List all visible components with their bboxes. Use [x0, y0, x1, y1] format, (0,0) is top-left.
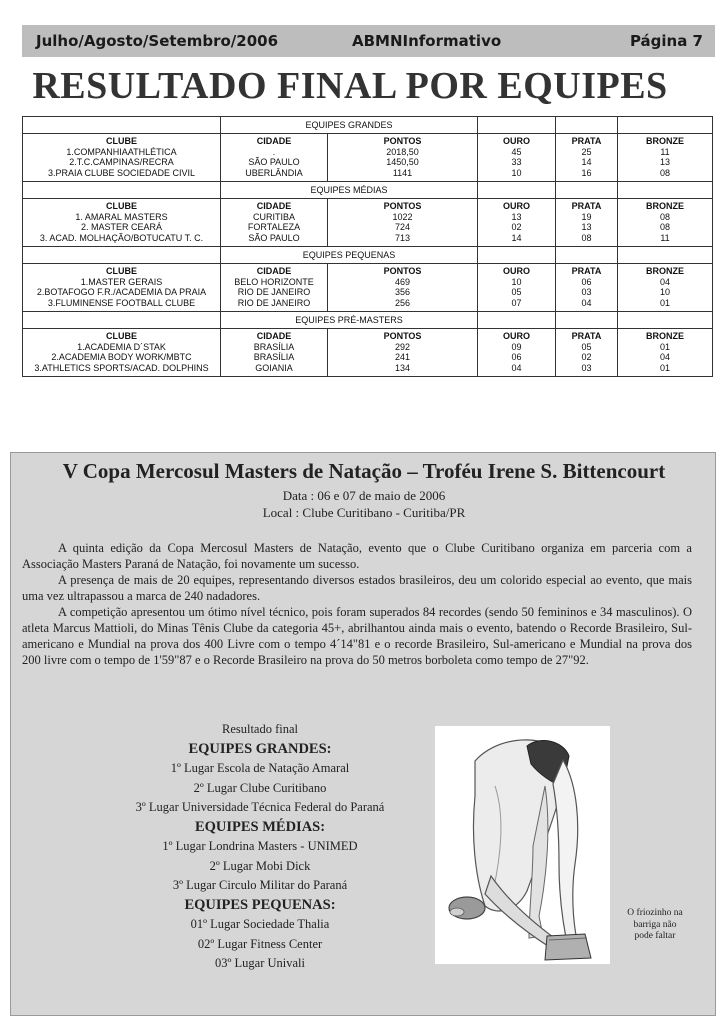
silver-cell — [556, 264, 618, 312]
team-results-table — [22, 116, 713, 377]
city-value: BRASÍLIA — [253, 341, 295, 352]
points-cell — [328, 199, 478, 247]
points-header: PONTOS — [383, 266, 422, 276]
copa-date: Data : 06 e 07 de maio de 2006 — [282, 488, 446, 503]
bronze-value: 08 — [659, 211, 670, 222]
gold-value: 45 — [511, 146, 522, 157]
city-value: SÃO PAULO — [248, 157, 300, 167]
club-value: 1.MASTER GERAIS — [80, 276, 163, 287]
club-value: 1.COMPANHIAATHLÉTICA — [66, 146, 177, 157]
silver-value: 05 — [581, 341, 592, 352]
silver-value: 06 — [581, 276, 592, 287]
points-header: PONTOS — [383, 201, 422, 211]
group-data-row — [23, 199, 713, 247]
empty-cell — [618, 117, 713, 134]
bronze-value: 01 — [659, 297, 670, 308]
empty-cell — [556, 312, 618, 329]
silver-value: 04 — [581, 297, 592, 308]
silver-header: PRATA — [571, 136, 602, 146]
silver-value: 08 — [581, 232, 592, 243]
gold-cell — [478, 329, 556, 377]
silver-cell — [556, 134, 618, 182]
gold-value: 13 — [511, 211, 522, 222]
copa-title: V Copa Mercosul Masters de Natação – Troféu Irene S. Bittencourt — [62, 459, 666, 483]
points-value: 2018,50 — [386, 146, 419, 157]
city-value: UBERLÂNDIA — [245, 167, 303, 178]
club-value: 3.FLUMINENSE FOOTBALL CLUBE — [47, 297, 196, 308]
city-value: BELO HORIZONTE — [234, 276, 314, 287]
empty-cell — [556, 247, 618, 264]
points-cell — [328, 264, 478, 312]
club-header: CLUBE — [106, 201, 137, 211]
gold-header: OURO — [503, 266, 530, 276]
club-cell — [23, 199, 221, 247]
category-heading: EQUIPES MÉDIAS: — [194, 818, 326, 835]
gold-value: 07 — [511, 297, 522, 308]
city-cell — [221, 329, 328, 377]
club-cell — [23, 329, 221, 377]
silver-header: PRATA — [571, 201, 602, 211]
swimmer-diving-image — [435, 726, 610, 964]
copa-final-results — [95, 720, 425, 974]
bronze-cell — [618, 199, 713, 247]
article-paragraph: A presença de mais de 20 equipes, representando diversos estados brasileiros, deu um colorido especial ao evento, que mais uma vez ultrapassou a marca de 240 nadadores. — [22, 573, 692, 603]
points-value: 256 — [394, 297, 411, 308]
place-line: 03º Lugar Univali — [215, 956, 305, 970]
empty-cell — [478, 117, 556, 134]
page-number: Página 7 — [629, 32, 703, 50]
club-value: 3. ACAD. MOLHAÇÃO/BOTUCATU T. C. — [39, 232, 204, 243]
bronze-value: 11 — [660, 232, 670, 243]
bronze-value: 01 — [659, 341, 670, 352]
empty-cell — [556, 182, 618, 199]
swimmer-illustration — [435, 726, 610, 964]
silver-value: 25 — [581, 146, 592, 157]
points-cell — [328, 134, 478, 182]
group-title: EQUIPES GRANDES — [221, 117, 478, 134]
empty-cell — [618, 182, 713, 199]
empty-cell — [23, 117, 221, 134]
group-title: EQUIPES PEQUENAS — [221, 247, 478, 264]
gold-value: 06 — [511, 352, 522, 362]
points-value: 356 — [394, 287, 411, 297]
group-title-row — [23, 247, 713, 264]
bronze-value: 04 — [659, 352, 670, 362]
image-caption: O friozinho na barriga não pode faltar — [627, 908, 683, 941]
points-value: 724 — [394, 222, 411, 232]
club-header: CLUBE — [106, 266, 137, 276]
gold-value: 09 — [511, 341, 522, 352]
city-cell — [221, 264, 328, 312]
place-line: 01º Lugar Sociedade Thalia — [190, 917, 330, 931]
bronze-value: 11 — [660, 146, 670, 157]
city-header: CIDADE — [256, 266, 292, 276]
gold-cell — [478, 199, 556, 247]
results-heading: Resultado final — [221, 722, 299, 736]
place-line: 1º Lugar Londrina Masters - UNIMED — [162, 839, 358, 853]
silver-cell — [556, 199, 618, 247]
points-value: 241 — [394, 352, 411, 362]
city-value: BRASÍLIA — [253, 352, 295, 362]
silver-value: 19 — [581, 211, 592, 222]
empty-cell — [23, 247, 221, 264]
club-value: 3.ATHLETICS SPORTS/ACAD. DOLPHINS — [34, 362, 209, 373]
publication-name: ABMNInformativo — [352, 32, 502, 50]
bronze-cell — [618, 329, 713, 377]
group-title-row — [23, 117, 713, 134]
empty-cell — [556, 117, 618, 134]
silver-value: 02 — [581, 352, 592, 362]
silver-cell — [556, 329, 618, 377]
club-value: 2.BOTAFOGO F.R./ACADEMIA DA PRAIA — [36, 287, 207, 297]
silver-value: 03 — [581, 287, 592, 297]
city-value: FORTALEZA — [247, 222, 301, 232]
club-value: 2. MASTER CEARÁ — [80, 222, 163, 232]
copa-article — [22, 540, 692, 668]
bronze-header: BRONZE — [646, 331, 684, 341]
city-value: SÃO PAULO — [248, 232, 300, 243]
place-line: 3º Lugar Universidade Técnica Federal do Paraná — [135, 800, 385, 814]
silver-value: 13 — [581, 222, 592, 232]
category-heading: EQUIPES GRANDES: — [188, 740, 332, 757]
bronze-header: BRONZE — [646, 201, 684, 211]
group-title-row — [23, 312, 713, 329]
club-value: 3.PRAIA CLUBE SOCIEDADE CIVIL — [47, 167, 196, 178]
city-value: CURITIBA — [252, 211, 295, 222]
bronze-value: 08 — [659, 167, 670, 178]
page-header — [22, 25, 715, 57]
club-cell — [23, 134, 221, 182]
place-line: 1º Lugar Escola de Natação Amaral — [170, 761, 350, 775]
club-header: CLUBE — [106, 331, 137, 341]
club-header: CLUBE — [106, 136, 137, 146]
bronze-header: BRONZE — [646, 136, 684, 146]
gold-cell — [478, 134, 556, 182]
group-title: EQUIPES PRÉ-MASTERS — [221, 312, 478, 329]
empty-cell — [618, 247, 713, 264]
points-cell — [328, 329, 478, 377]
group-data-row — [23, 329, 713, 377]
gold-cell — [478, 264, 556, 312]
city-header: CIDADE — [256, 136, 292, 146]
place-line: 3º Lugar Circulo Militar do Paraná — [172, 878, 348, 892]
gold-header: OURO — [503, 201, 530, 211]
city-value: RIO DE JANEIRO — [237, 287, 311, 297]
category-heading: EQUIPES PEQUENAS: — [184, 896, 336, 913]
gold-value: 10 — [511, 167, 522, 178]
gold-value: 04 — [511, 362, 522, 373]
points-value: 134 — [394, 362, 411, 373]
city-header: CIDADE — [256, 331, 292, 341]
city-cell — [221, 134, 328, 182]
empty-cell — [478, 312, 556, 329]
bronze-value: 10 — [659, 287, 670, 297]
city-value: . — [272, 146, 276, 157]
gold-value: 02 — [511, 222, 522, 232]
club-value: 2.T.C.CAMPINAS/RECRA — [69, 157, 174, 167]
gold-header: OURO — [503, 136, 530, 146]
points-header: PONTOS — [383, 331, 422, 341]
points-header: PONTOS — [383, 136, 422, 146]
article-paragraph: A competição apresentou um ótimo nível técnico, pois foram superados 84 recordes (sendo 50 femininos e 34 masculinos). O atleta Marcus Mattioli, do Minas Tênis Clube da categoria 45+, abrilhantou ainda mais o evento, batendo o Recorde Brasileiro, Sul-americano e Mundial na prova dos 400 Livre com o tempo 4´14"81 e o recorde Brasileiro, Sul-americano e Mundial na prova dos 200 livre com o tempo de 1'59"87 e o Recorde Brasileiro na prova do 50 metros borboleta como tempo de 27"92. — [22, 605, 692, 667]
empty-cell — [23, 182, 221, 199]
gold-header: OURO — [503, 331, 530, 341]
gold-value: 05 — [511, 287, 522, 297]
city-value: RIO DE JANEIRO — [237, 297, 311, 308]
city-header: CIDADE — [256, 201, 292, 211]
group-title-row — [23, 182, 713, 199]
club-cell — [23, 264, 221, 312]
place-line: 2º Lugar Clube Curitibano — [193, 780, 327, 795]
points-value: 1022 — [392, 211, 413, 222]
copa-location: Local : Clube Curitibano - Curitiba/PR — [262, 505, 466, 520]
empty-cell — [478, 247, 556, 264]
group-data-row — [23, 134, 713, 182]
bronze-cell — [618, 134, 713, 182]
club-value: 2.ACADEMIA BODY WORK/MBTC — [51, 352, 192, 362]
article-paragraph: A quinta edição da Copa Mercosul Masters de Natação, evento que o Clube Curitibano organiza em parceria com a Associação Masters Paraná de Natação, foi novamente um sucesso. — [22, 541, 692, 571]
silver-value: 03 — [581, 362, 592, 373]
empty-cell — [618, 312, 713, 329]
club-value: 1.ACADEMIA D´STAK — [77, 341, 166, 352]
page-title: RESULTADO FINAL POR EQUIPES — [32, 65, 668, 107]
points-value: 713 — [394, 232, 411, 243]
silver-header: PRATA — [571, 266, 602, 276]
bronze-value: 01 — [659, 362, 670, 373]
gold-value: 10 — [511, 276, 522, 287]
points-value: 292 — [394, 341, 411, 352]
issue-date: Julho/Agosto/Setembro/2006 — [36, 32, 279, 50]
group-title: EQUIPES MÉDIAS — [221, 182, 478, 199]
points-value: 1141 — [392, 167, 413, 178]
bronze-header: BRONZE — [646, 266, 684, 276]
points-value: 1450,50 — [386, 157, 419, 167]
bronze-value: 04 — [659, 276, 670, 287]
bronze-value: 13 — [659, 157, 670, 167]
group-data-row — [23, 264, 713, 312]
empty-cell — [478, 182, 556, 199]
bronze-cell — [618, 264, 713, 312]
empty-cell — [23, 312, 221, 329]
place-line: 02º Lugar Fitness Center — [197, 936, 323, 951]
city-value: GOIANIA — [255, 362, 293, 373]
place-line: 2º Lugar Mobi Dick — [209, 858, 311, 873]
points-value: 469 — [394, 276, 411, 287]
bronze-value: 08 — [659, 222, 670, 232]
gold-value: 14 — [511, 232, 522, 243]
city-cell — [221, 199, 328, 247]
silver-value: 14 — [581, 157, 592, 167]
silver-value: 16 — [581, 167, 592, 178]
silver-header: PRATA — [571, 331, 602, 341]
club-value: 1. AMARAL MASTERS — [75, 211, 168, 222]
gold-value: 33 — [511, 157, 522, 167]
